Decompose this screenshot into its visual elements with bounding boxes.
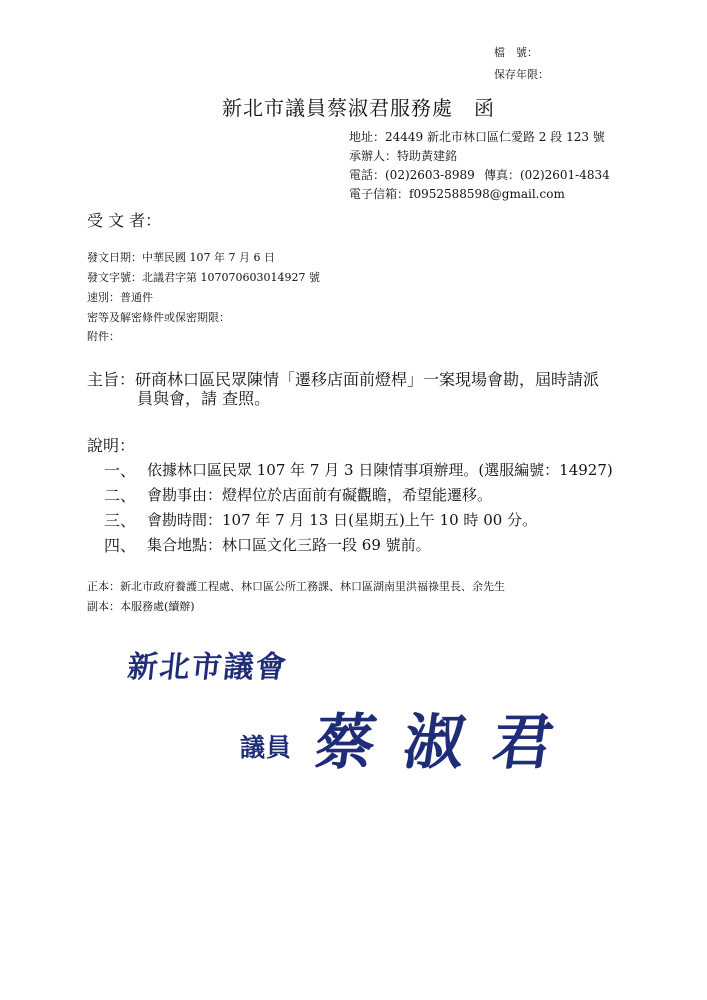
councilor-title-stamp: 議員 [240, 733, 293, 762]
item-number: 三、 [104, 511, 137, 530]
distribution-main: 正本：新北市政府養護工程處、林口區公所工務課、林口區湖南里洪福祿里長、余先生 [87, 580, 505, 593]
office-phone: 電話：(02)2603-8989 [349, 168, 475, 182]
recipient-label: 受 文 者： [87, 211, 162, 230]
councilor-name-stamp: 蔡 淑 君 [310, 708, 562, 778]
office-handler: 承辦人：特助黃建銘 [349, 149, 458, 163]
attachment-label: 附件： [87, 330, 120, 343]
subject-line-2: 員與會，請 查照。 [137, 389, 271, 408]
subject-line-1: 主旨：研商林口區民眾陳情「遷移店面前燈桿」一案現場會勘，屆時請派 [87, 370, 600, 389]
retention-period-label: 保存年限： [494, 68, 549, 81]
item-text: 會勘事由：燈桿位於店面前有礙觀瞻，希望能遷移。 [147, 486, 493, 504]
explanation-heading: 說明： [87, 436, 136, 455]
office-fax: 傳真：(02)2601-4834 [484, 168, 610, 182]
item-text: 會勘時間：107 年 7 月 13 日(星期五)上午 10 時 00 分。 [147, 511, 538, 529]
item-number: 一、 [104, 461, 137, 480]
office-email: 電子信箱：f0952588598@gmail.com [349, 187, 565, 201]
item-number: 四、 [104, 536, 137, 555]
security-level: 密等及解密條件或保密期限： [87, 311, 230, 324]
distribution-copy: 副本：本服務處(續辦) [87, 600, 195, 613]
item-text: 集合地點：林口區文化三路一段 69 號前。 [147, 536, 431, 554]
item-number: 二、 [104, 486, 137, 505]
document-title: 新北市議員蔡淑君服務處 函 [222, 96, 495, 120]
office-address: 地址：24449 新北市林口區仁愛路 2 段 123 號 [349, 130, 605, 144]
issue-date: 發文日期：中華民國 107 年 7 月 6 日 [87, 251, 275, 264]
document-number: 發文字號：北議君字第 107070603014927 號 [87, 271, 320, 284]
file-number-label: 檔 號： [494, 46, 538, 59]
delivery-speed: 速別：普通件 [87, 291, 153, 304]
council-seal-text: 新北市議會 [125, 650, 290, 685]
item-text: 依據林口區民眾 107 年 7 月 3 日陳情事項辦理。(選服編號：14927) [147, 461, 613, 479]
